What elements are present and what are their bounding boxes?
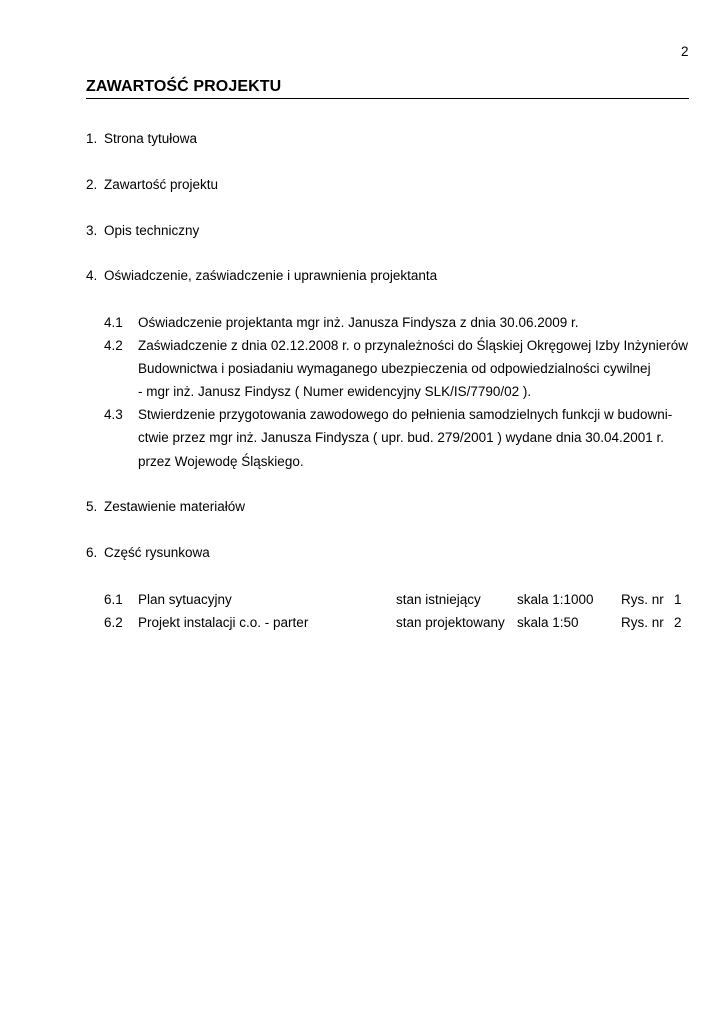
list-item [86,499,245,514]
sub-item-text: ctwie przez mgr inż. Janusza Findysza ( upr. bud. 279/2001 ) wydane dnia 30.04.2001 r. [138,430,665,445]
drawing-rys-number: 1 [674,592,682,607]
sub-item-text: - mgr inż. Janusz Findysz ( Numer ewidencyjny SLK/IS/7790/02 ). [138,384,532,399]
list-item-text: Oświadczenie, zaświadczenie i uprawnienia projektanta [104,268,438,283]
page-title: ZAWARTOŚĆ PROJEKTU [86,78,282,95]
drawing-rys-number: 2 [674,615,682,630]
list-item-number: 3. [86,223,98,238]
drawing-rys-label: Rys. nr [621,615,664,630]
list-item-number: 6. [86,545,98,560]
sub-item-text: Oświadczenie projektanta mgr inż. Janusza Findysza z dnia 30.06.2009 r. [138,315,579,330]
drawing-state: stan istniejący [396,592,481,607]
drawing-state: stan projektowany [396,615,505,630]
sub-item-text: przez Wojewodę Śląskiego. [138,454,304,469]
list-item [86,268,437,283]
list-item [86,545,210,560]
list-item-text: Opis techniczny [104,223,200,238]
drawing-name: Plan sytuacyjny [138,592,232,607]
sub-item-text: Zaświadczenie z dnia 02.12.2008 r. o przynależności do Śląskiej Okręgowej Izby Inżynierów [138,338,689,353]
drawing-number: 6.1 [104,592,123,607]
list-item-number: 4. [86,268,98,283]
list-item-text: Zawartość projektu [104,177,219,192]
drawing-scale: skala 1:50 [517,615,579,630]
list-item-number: 5. [86,499,98,514]
title-underline [86,98,689,99]
sub-item-number: 4.1 [104,315,123,330]
list-item [86,223,199,238]
list-item-number: 2. [86,177,98,192]
list-item-text: Strona tytułowa [104,131,198,146]
sub-item-number: 4.3 [104,407,123,422]
drawing-number: 6.2 [104,615,123,630]
drawing-name: Projekt instalacji c.o. - parter [138,615,309,630]
drawing-scale: skala 1:1000 [517,592,594,607]
list-item-number: 1. [86,131,98,146]
list-item-text: Zestawienie materiałów [104,499,246,514]
list-item [86,131,197,146]
list-item-text: Część rysunkowa [104,545,210,560]
sub-item-text: Stwierdzenie przygotowania zawodowego do pełnienia samodzielnych funkcji w budowni- [138,407,673,422]
drawing-rys-label: Rys. nr [621,592,664,607]
sub-item-text: Budownictwa i posiadaniu wymaganego ubezpieczenia od odpowiedzialności cywilnej [138,361,651,376]
list-item [86,177,218,192]
sub-item-number: 4.2 [104,338,123,353]
page-number: 2 [681,44,689,59]
